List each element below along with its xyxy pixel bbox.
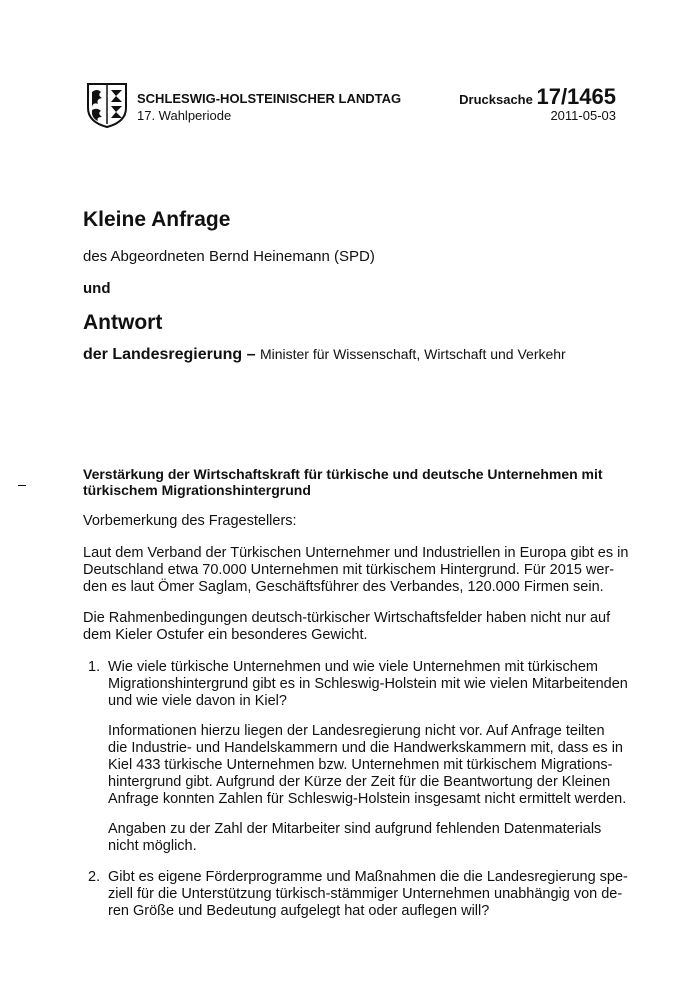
text-line: den es laut Ömer Saglam, Geschäftsführer des Verbandes, 120.000 Firmen sein. (83, 579, 604, 595)
document-number (459, 84, 616, 110)
heading-kleine-anfrage: Kleine Anfrage (83, 208, 231, 231)
question-1 (108, 659, 628, 710)
legislative-period: 17. Wahlperiode (137, 108, 232, 123)
subject-line: türkischem Migrationshintergrund (83, 482, 311, 498)
text-line: Anfrage konnten Zahlen für Schleswig-Holstein insgesamt nicht ermittelt werden. (108, 791, 627, 807)
preface-paragraph-1 (83, 545, 628, 596)
ministry: Minister für Wissenschaft, Wirtschaft und Verkehr (259, 346, 566, 362)
text-line: Angaben zu der Zahl der Mitarbeiter sind aufgrund fehlenden Datenmaterials (108, 821, 602, 837)
drucksache-label: Drucksache (459, 92, 537, 107)
text-line: Laut dem Verband der Türkischen Unternehmer und Industriellen in Europa gibt es in (83, 545, 629, 561)
text-line: ziell für die Unterstützung türkisch-stämmiger Unternehmen unabhängig von de- (108, 886, 623, 902)
parliament-name: SCHLESWIG-HOLSTEINISCHER LANDTAG (137, 91, 402, 106)
text-line: die Industrie- und Handelskammern und die Handwerkskammern mit, dass es in (108, 740, 623, 756)
text-line: Kiel 433 türkische Unternehmen bzw. Unternehmen mit türkischem Migrations- (108, 757, 613, 773)
question-number: 1. (88, 659, 101, 675)
und-label: und (83, 280, 111, 297)
question-2 (108, 869, 628, 920)
heading-antwort: Antwort (83, 311, 163, 334)
questioner: des Abgeordneten Bernd Heinemann (SPD) (83, 248, 375, 265)
drucksache-number: 17/1465 (536, 84, 616, 109)
text-line: Migrationshintergrund gibt es in Schleswig-Holstein mit wie vielen Mitarbeitenden (108, 676, 628, 692)
respondent-label: der Landesregierung – (83, 346, 256, 363)
text-line: Gibt es eigene Förderprogramme und Maßnahmen die die Landesregierung spe- (108, 869, 628, 885)
text-line: Wie viele türkische Unternehmen und wie viele Unternehmen mit türkischem (108, 659, 598, 675)
coat-of-arms-icon (86, 82, 128, 128)
text-line: dem Kieler Ostufer ein besonderes Gewicht. (83, 627, 368, 643)
answer-1-paragraph-2 (108, 821, 601, 855)
answer-1-paragraph-1 (108, 723, 626, 808)
text-line: hintergrund gibt. Aufgrund der Kürze der Zeit für die Beantwortung der Kleinen (108, 774, 611, 790)
text-line: Deutschland etwa 70.000 Unternehmen mit türkischem Hintergrund. Für 2015 wer- (83, 562, 615, 578)
text-line: ren Größe und Bedeutung aufgelegt hat oder auflegen will? (108, 903, 490, 919)
document-date: 2011-05-03 (550, 108, 616, 123)
text-line: Die Rahmenbedingungen deutsch-türkischer Wirtschaftsfelder haben nicht nur auf (83, 610, 611, 626)
text-line: nicht möglich. (108, 838, 197, 854)
text-line: und wie viele davon in Kiel? (108, 693, 287, 709)
respondent (83, 346, 566, 364)
preface-label: Vorbemerkung des Fragestellers: (83, 513, 297, 529)
text-line: Informationen hierzu liegen der Landesregierung nicht vor. Auf Anfrage teilten (108, 723, 605, 739)
subject-line: Verstärkung der Wirtschaftskraft für türkische und deutsche Unternehmen mit (83, 466, 603, 482)
question-number: 2. (88, 869, 101, 885)
subject (83, 466, 603, 498)
preface-paragraph-2 (83, 610, 610, 644)
margin-mark (18, 485, 26, 486)
